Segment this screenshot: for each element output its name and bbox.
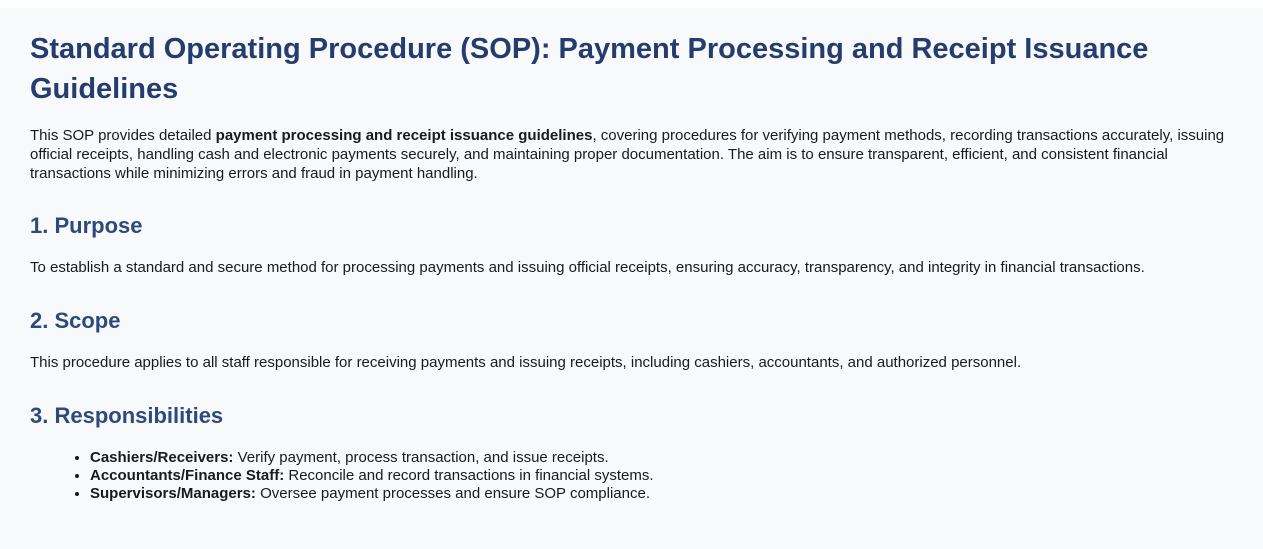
responsibility-desc: Reconcile and record transactions in financial systems. — [284, 466, 654, 484]
list-item-cashiers — [90, 449, 1233, 467]
responsibility-desc: Oversee payment processes and ensure SOP compliance. — [255, 484, 651, 502]
responsibility-role: Accountants/Finance Staff: — [90, 466, 285, 484]
intro-text-before: This SOP provides detailed — [30, 127, 216, 145]
sop-document — [0, 8, 1263, 549]
responsibilities-list — [30, 449, 1233, 503]
responsibility-desc: Verify payment, process transaction, and issue receipts. — [233, 448, 609, 466]
section-heading-purpose: 1. Purpose — [30, 213, 143, 239]
intro-text-after: , covering procedures for verifying payment methods, recording transactions accurately, issuing official receipts, handling cash and electronic payments securely, and maintaining proper documentation. The aim is to ensure transparent, efficient, and consistent financial transactions while minimizing errors and fraud in payment handling. — [30, 127, 1225, 182]
intro-bold-phrase: payment processing and receipt issuance guidelines — [215, 127, 593, 145]
section-heading-responsibilities: 3. Responsibilities — [30, 402, 224, 428]
scope-text: This procedure applies to all staff responsible for receiving payments and issuing receipts, including cashiers, accountants, and authorized personnel. — [30, 354, 1022, 372]
responsibility-role: Supervisors/Managers: — [90, 484, 256, 502]
purpose-text: To establish a standard and secure method for processing payments and issuing official receipts, ensuring accuracy, transparency, and integrity in financial transactions. — [30, 259, 1145, 277]
responsibility-role: Cashiers/Receivers: — [90, 448, 234, 466]
list-item-supervisors — [90, 485, 1233, 503]
section-heading-scope: 2. Scope — [30, 308, 121, 334]
intro-paragraph — [30, 127, 1233, 183]
list-item-accountants — [90, 467, 1233, 485]
page-title: Standard Operating Procedure (SOP): Payment Processing and Receipt Issuance Guidelines — [30, 33, 1149, 106]
top-edge-strip — [0, 0, 1263, 8]
